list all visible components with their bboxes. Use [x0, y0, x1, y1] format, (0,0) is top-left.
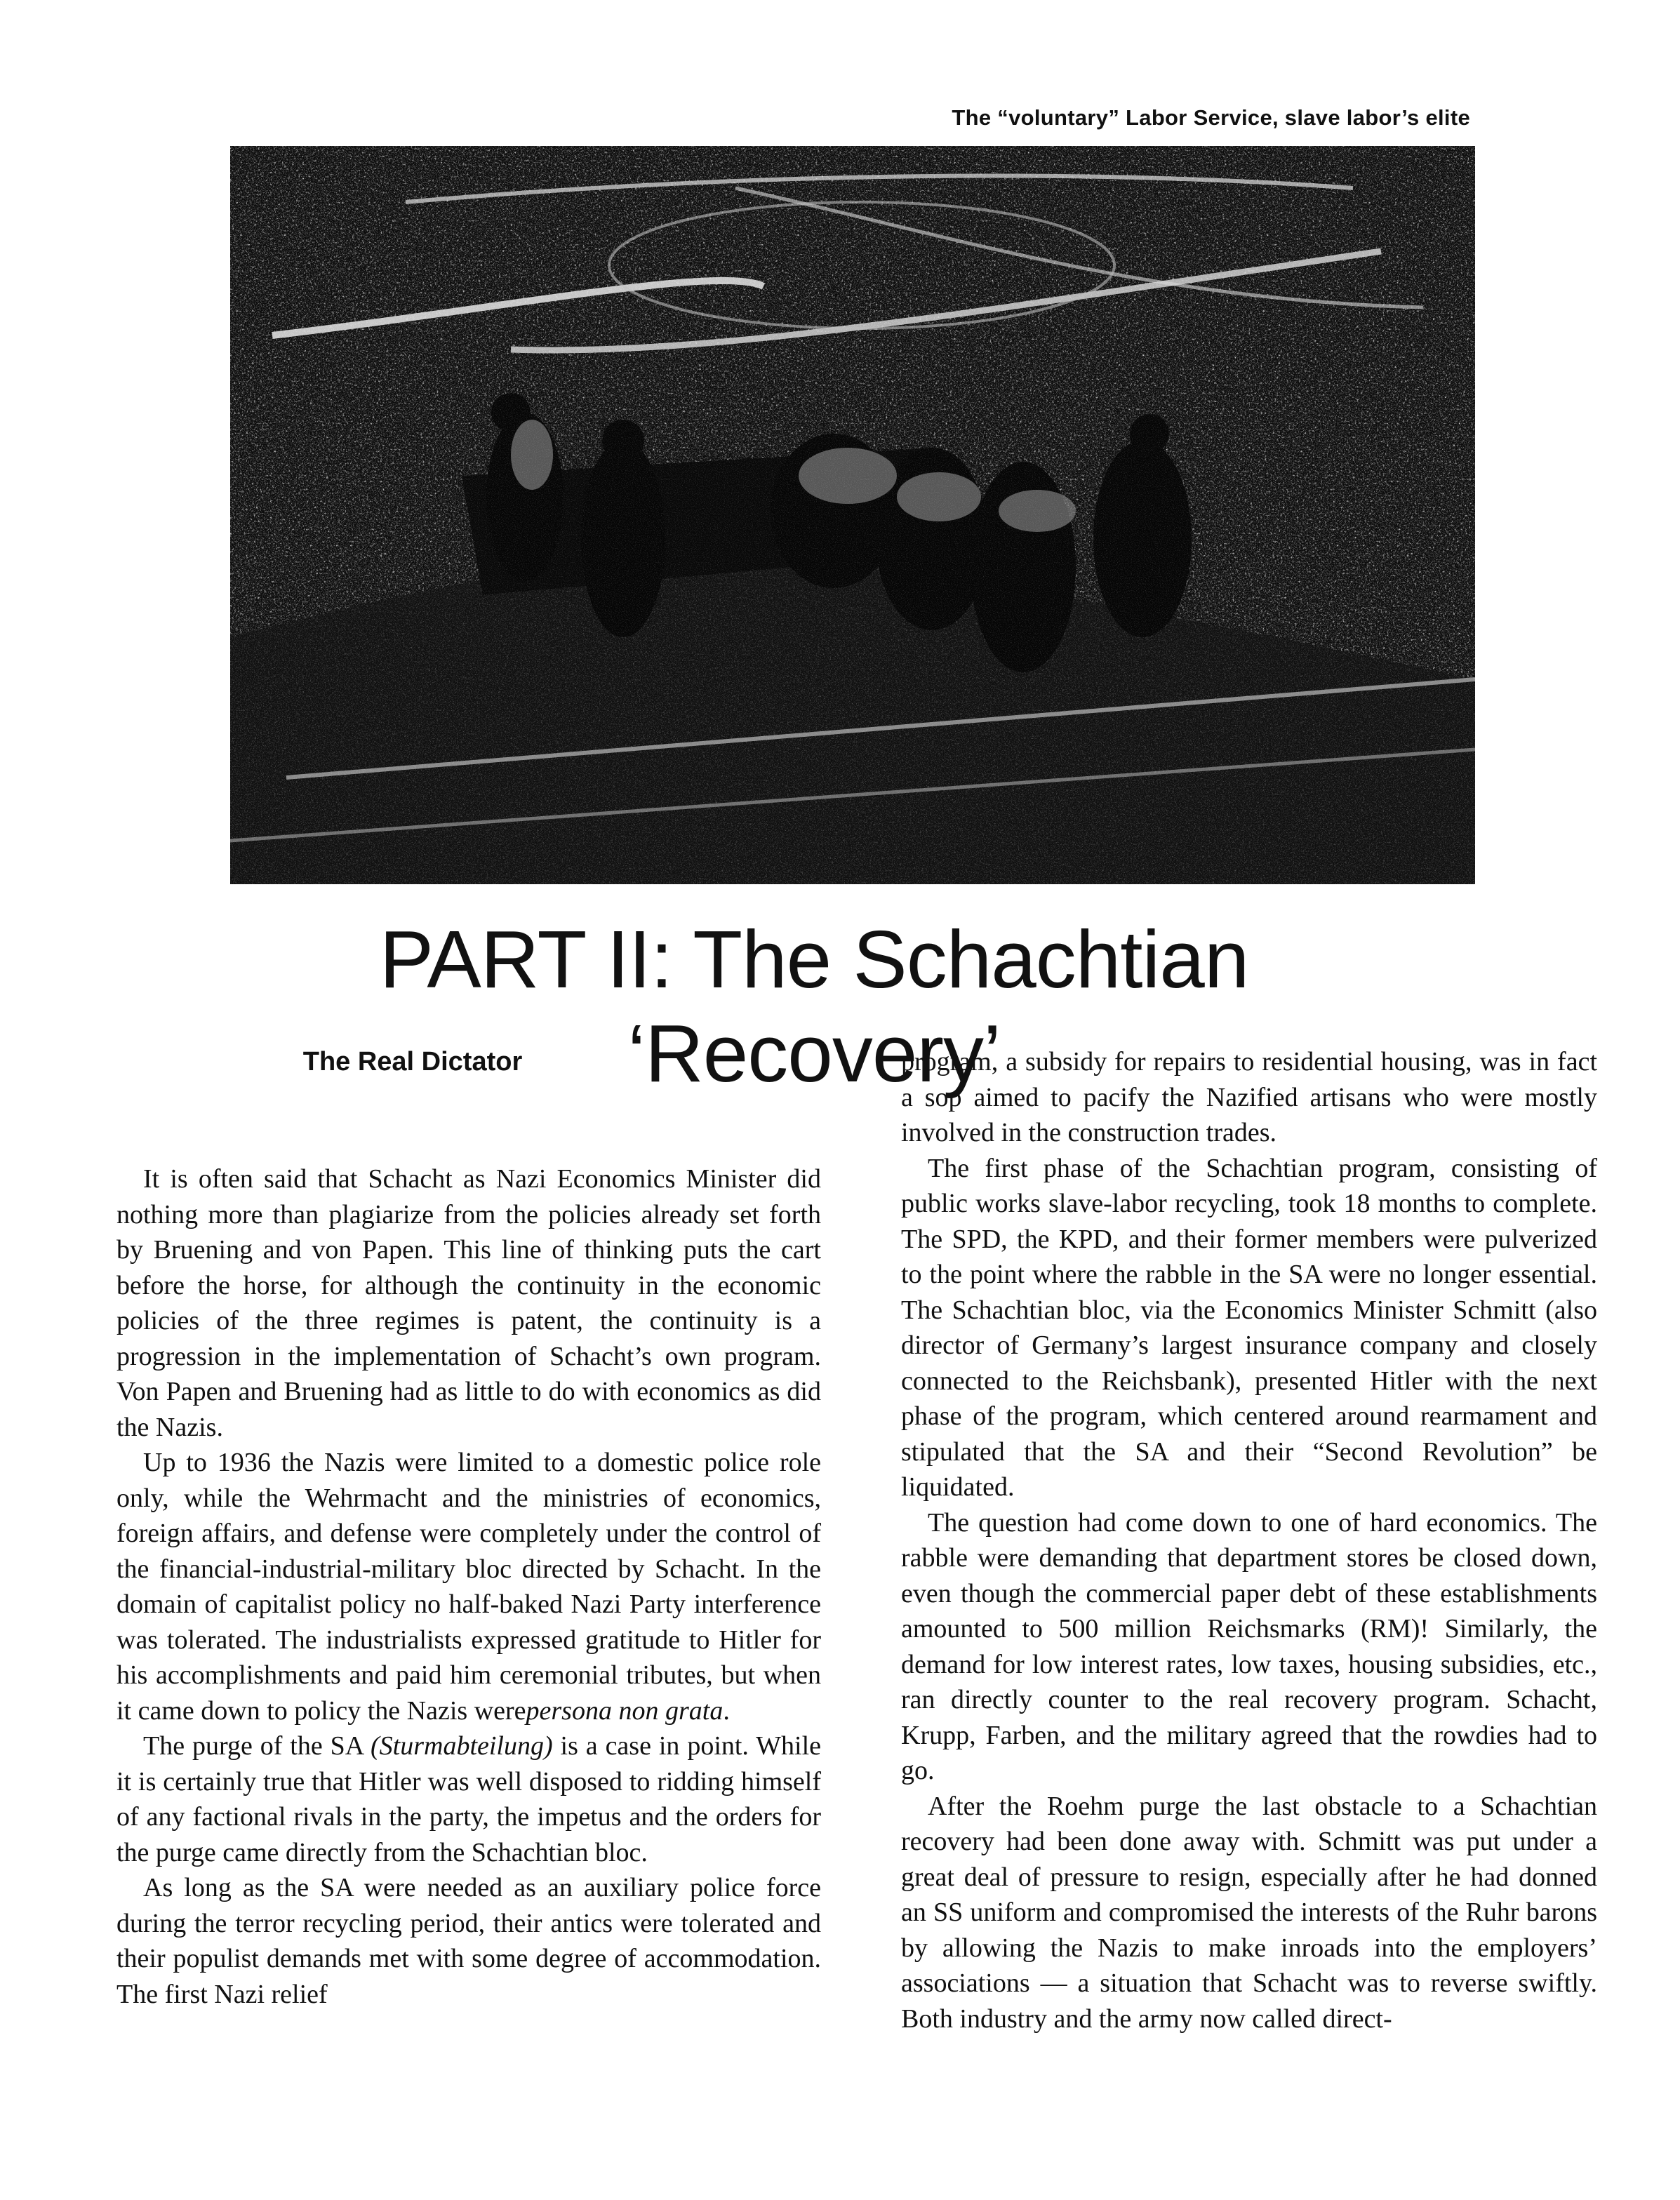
section-subhead: The Real Dictator [302, 1047, 523, 1076]
body-paragraph: The purge of the SA (Sturmabteilung) is a case in point. While it is certainly true that Hitler was well disposed to ridding himself of any factional rivals in the party, the impetus and the orders for the purge came directly from the Schachtian bloc. [116, 1731, 821, 1867]
body-paragraph: As long as the SA were needed as an auxiliary police force during the terror recycling period, their antics were tolerated and their populist demands met with some degree of accommodation. The first Nazi relief [116, 1873, 821, 2009]
body-paragraph: The question had come down to one of hard economics. The rabble were demanding that department stores be closed down, even though the commercial paper debt of these establishments amounted to 500 million Reichsmarks (RM)! Similarly, the demand for low interest rates, low taxes, housing subsidies, etc., ran directly counter to the real recovery program. Schacht, Krupp, Farben, and the military agreed that the rowdies had to go. [901, 1507, 1597, 1785]
photo-laborers-pushing-cart-image [230, 146, 1475, 884]
right-column [901, 1044, 1597, 2036]
body-paragraph: Up to 1936 the Nazis were limited to a domestic police role only, while the Wehrmacht and the ministries of economics, foreign affairs, and defense were completely under the control of the financial-industrial-military bloc directed by Schacht. In the domain of capitalist policy no half-baked Nazi Party interference was tolerated. The industrialists expressed gratitude to Hitler for his accomplishments and paid him ceremonial tributes, but when it came down to policy the Nazis werepersona non grata. [116, 1448, 821, 1726]
labor-service-photo [230, 146, 1475, 884]
body-paragraph: The first phase of the Schachtian program, consisting of public works slave-labor recycling, took 18 months to complete. The SPD, the KPD, and their former members were pulverized to the point where the rabble in the SA were no longer essential. The Schachtian bloc, via the Economics Minister Schmitt (also director of Germany’s largest insurance company and closely connected to the Reichsbank), presented Hitler with the next phase of the program, which centered around rearmament and stipulated that the SA and their “Second Revolution” be liquidated. [901, 1153, 1597, 1502]
page-title: PART II: The Schachtian ‘Recovery’ [379, 914, 1249, 1099]
photo-caption: The “voluntary” Labor Service, slave labor’s elite [952, 105, 1470, 130]
body-paragraph: It is often said that Schacht as Nazi Economics Minister did nothing more than plagiarize from the policies already set forth by Bruening and von Papen. This line of thinking puts the cart before the horse, for although the continuity in the economic policies of the three regimes is patent, the continuity is a progression in the implementation of Schacht’s own program. Von Papen and Bruening had as little to do with economics as did the Nazis. [116, 1164, 821, 1442]
left-column [116, 1044, 821, 2012]
body-paragraph: After the Roehm purge the last obstacle to a Schachtian recovery had been done away with. Schmitt was put under a great deal of pressure to resign, especially after he had donned an SS uniform and compromised the interests of the Ruhr barons by allowing the Nazis to make inroads into the employers’ associations — a situation that Schacht was to reverse swiftly. Both industry and the army now called direct- [901, 1791, 1597, 2034]
body-paragraph-continued: program, a subsidy for repairs to residential housing, was in fact a sop aimed to pacify the Nazified artisans who were mostly involved in the construction trades. [901, 1047, 1597, 1147]
